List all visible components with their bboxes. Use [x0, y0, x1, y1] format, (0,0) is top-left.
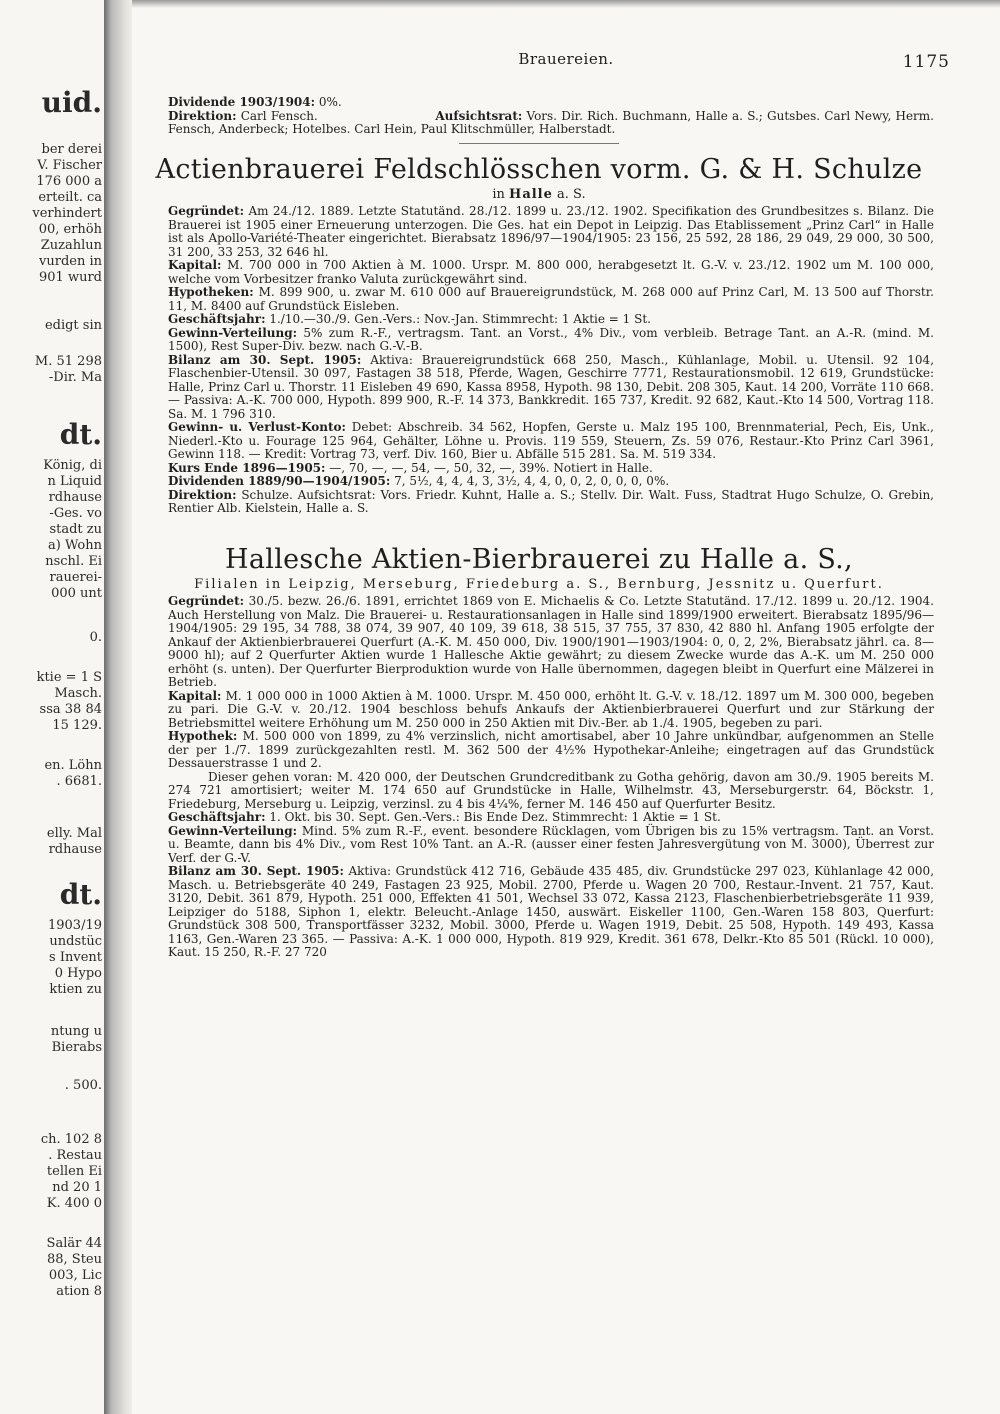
paragraph-label: Direktion: [168, 487, 237, 502]
entry-paragraph [168, 462, 934, 476]
paragraph-text: 1. Okt. bis 30. Sept. Gen.-Vers.: Bis Ende Dez. Stimmrecht: 1 Aktie = 1 St. [269, 810, 721, 824]
paragraph-label: Hypotheken: [168, 285, 254, 299]
left-page-line: verhindert [32, 206, 102, 221]
left-page-line: 0 Hypo [54, 966, 102, 981]
paragraph-text: M. 700 000 in 700 Aktien à M. 1000. Urspr. M. 800 000, herabgesetzt lt. G.-V. v. 23./12. 1902 um M. 100 000, welche vom Vorbesitzer franko Valuta zurückgewährt sind. [168, 258, 934, 286]
paragraph-label: Kurs Ende 1896—1905: [168, 460, 326, 475]
previous-entry [144, 96, 934, 137]
left-page-line: tellen Ei [46, 1164, 102, 1179]
entry-paragraph [168, 489, 934, 516]
left-page-line: uid. [41, 86, 102, 119]
left-page-line: ch. 102 8 [40, 1132, 102, 1147]
company-body [144, 595, 934, 960]
left-page-line: König, di [43, 458, 102, 473]
paragraph-text: Mind. 5% zum R.-F., event. besondere Rücklagen, vom Übrigen bis zu 15% vertragsm. Tant. an Vorst. u. Beamte, dann bis 4% Div., vom Rest 10% Tant. an A.-R. (ausser einer festen Jahresvergütung von M. 3000), Überrest zur Verf. der G.-V. [168, 823, 934, 865]
entry-paragraph [168, 421, 934, 462]
paragraph-text: Am 24./12. 1889. Letzte Statutänd. 28./12. 1899 u. 23./12. 1902. Specifikation des Grundbesitzes s. Bilanz. Die Brauerei ist 1905 einer Erneuerung unterzogen. Die Ges. hat ein Depot in Leipzig. Das Etablissement „Prinz Carl“ in Halle ist als Apollo-Variété-Theater eingerichtet. Bierabsatz 1896/97—1904/1905: 23 156, 25 592, 28 186, 29 049, 29 000, 30 500, 31 200, 33 253, 32 646 hl. [168, 204, 934, 259]
left-page-line: vurden in [39, 254, 102, 269]
left-page-line: erteilt. ca [38, 190, 102, 205]
company-title: Hallesche Aktien-Bierbrauerei zu Halle a. S., [225, 543, 853, 575]
left-page-line: ktie = 1 S [36, 670, 102, 685]
left-page-line: K. 400 0 [46, 1196, 102, 1211]
paragraph-label: Dividenden 1889/90—1904/1905: [168, 474, 391, 488]
paragraph-text: Schulze. Aufsichtsrat: Vors. Friedr. Kuhnt, Halle a. S.; Stellv. Dir. Walt. Fuss, Stadtrat Hugo Schulze, O. Grebin, Rentier Alb. Kielstein, Halle a. S. [168, 487, 935, 515]
paragraph-text: 30./5. bezw. 26./6. 1891, errichtet 1869 von E. Michaelis & Co. Letzte Statutänd. 17./12. 1899 u. 20./12. 1904. Auch Herstellung von Malz. Die Brauerei- u. Restaurationsanlagen in Halle sind 1899/1900 erweitert. Bierabsatz 1895/96—1904/1905: 29 195, 34 788, 38 074, 39 907, 40 109, 39 618, 38 515, 37 755, 37 830, 42 880 hl. Anfang 1905 erfolgte der Ankauf der Aktienbierbrauerei Querfurt (A.-K. M. 450 000, Div. 1900/1901—1903/1904: 0, 0, 2, 2%, Bierabsatz jährl. ca. 8—9000 hl); auf 2 Querfurter Aktien wurde 1 Hallesche Aktie gewährt; zu diesem Zwecke wurde das A.-K. um M. 250 000 erhöht (s. unten). Der Querfurter Bierproduktion wurde von Halle übernommen, dagegen bleibt in Querfurt eine Mälzerei in Betrieb. [168, 594, 934, 689]
left-page-line: 003, Lic [48, 1268, 102, 1283]
paragraph-text: M. 500 000 von 1899, zu 4% verzinslich, nicht amortisabel, aber 10 Jahre unkündbar, aufgenommen an Stelle der per 1./7. 1899 zurückgezahlten restl. M. 362 500 der 4½% Hypothekar-Anleihe; eingetragen auf das Grundstück Dessauerstrasse 1 und 2. [168, 729, 934, 770]
left-page-line: elly. Mal [46, 826, 102, 841]
page-number: 1175 [902, 52, 950, 72]
left-page-line: . 6681. [56, 774, 102, 789]
left-page-line: ntung u [50, 1024, 102, 1039]
left-page-line: nd 20 1 [52, 1180, 102, 1195]
paragraph-label: Kapital: [168, 258, 222, 272]
left-page-line: Masch. [54, 686, 102, 701]
left-page-line: n Liquid [47, 474, 102, 489]
left-page-line: 15 129. [52, 718, 102, 733]
paragraph-label: Gewinn-Verteilung: [168, 823, 298, 838]
left-page-line: . Restau [48, 1148, 102, 1163]
section-divider [459, 143, 619, 144]
left-page-line: edigt sin [44, 318, 102, 333]
left-page-line: V. Fischer [37, 158, 102, 173]
paragraph-label: Geschäftsjahr: [168, 810, 266, 824]
company-location [144, 188, 934, 202]
left-page-line: ber derei [41, 142, 102, 157]
company-entry-hallesche [144, 544, 934, 960]
left-page-line: 176 000 a [36, 174, 102, 189]
left-page-line: . 500. [64, 1078, 102, 1093]
direktion-label: Direktion: [168, 108, 237, 123]
dividende-label: Dividende 1903/1904: [168, 95, 316, 109]
left-page-line: 1903/19 [47, 918, 102, 933]
paragraph-label: Kapital: [168, 688, 222, 703]
entry-paragraph [168, 771, 934, 812]
left-page-line: 901 wurd [39, 270, 102, 285]
left-page-line: M. 51 298 [34, 354, 102, 369]
left-page-line: Bierabs [51, 1040, 102, 1055]
entry-paragraph [168, 354, 934, 422]
aufsichtsrat-text: Vors. Dir. Rich. Buchmann, Halle a. S.; Gutsbes. Carl Newy, Herm. Fensch, Anderbeck; Hotelbes. Carl Hein, Paul Klitschmüller, Halberstadt. [168, 108, 934, 136]
left-page-line: undstüc [49, 934, 102, 949]
location-prefix: in [492, 186, 505, 202]
company-entry-feldschloesschen [144, 154, 934, 516]
left-page-line: a) Wohn [47, 538, 102, 553]
paragraph-label: Gegründet: [168, 594, 245, 608]
left-page-line: Salär 44 [46, 1236, 102, 1251]
entry-paragraph [168, 286, 934, 313]
paragraph-text: Aktiva: Brauereigrundstück 668 250, Masch., Kühlanlage, Mobil. u. Utensil. 92 104, Flaschenbier-Utensil. 30 097, Fastagen 38 518, Pferde, Wagen, Geschirre 7771, Restaurationsmobil. 12 619, Grundstücke: Halle, Prinz Carl u. Thorstr. 11 Eisleben 49 690, Kassa 8958, Hypoth. 98 130, Debit. 208 305, Kaut. 14 200, Vorräte 110 668. — Passiva: A.-K. 700 000, Hypoth. 899 900, R.-F. 14 373, Bankkredit. 165 737, Kredit. 92 682, Kaut.-Kto 14 500, Vortrag 118. Sa. M. 1 796 310. [168, 352, 935, 421]
paragraph-text: Dieser gehen voran: M. 420 000, der Deutschen Grundcreditbank zu Gotha gehörig, davon am 30./9. 1905 bereits M. 274 721 amortisiert; weiter M. 174 650 auf Grundstücke in Halle, Wilhelmstr. 43, Merseburgerstr. 64, Böckstr. 1, Friedeburg, Merseburg u. Leipzig, verzinsl. zu 4 bis 4¼%, ferner M. 146 450 auf Querfurter Besitz. [168, 769, 934, 811]
entry-paragraph [168, 313, 934, 327]
gutter-shadow [104, 0, 134, 1414]
paragraph-label: Hypothek: [168, 729, 238, 743]
left-page-line: -Dir. Ma [48, 370, 102, 385]
dividende-text: 0%. [318, 95, 342, 109]
entry-paragraph [168, 475, 934, 489]
left-page-line: s Invent [49, 950, 102, 965]
left-page-line: 00, erhöh [38, 222, 102, 237]
left-page-line: Zuzahlun [40, 238, 102, 253]
location-suffix: a. S. [557, 186, 586, 202]
paragraph-label: Gewinn-Verteilung: [168, 325, 298, 340]
entry-paragraph [168, 595, 934, 690]
left-page-line: ation 8 [56, 1284, 102, 1299]
left-page-line: dt. [59, 878, 102, 911]
paragraph-label: Geschäftsjahr: [168, 312, 266, 326]
company-title: Actienbrauerei Feldschlösschen vorm. G. & H. Schulze [155, 153, 923, 185]
direktion-text: Carl Fensch. [240, 108, 318, 123]
paragraph-text: Aktiva: Grundstück 412 716, Gebäude 435 485, div. Grundstücke 297 023, Kühlanlage 42 000, Masch. u. Betriebsgeräte 40 249, Fastagen 23 925, Mobil. 2700, Pferde u. Wagen 20 700, Restaur.-Invent. 21 757, Kaut. 3120, Debit. 361 879, Hypoth. 251 000, Effekten 41 501, Wechsel 33 072, Kassa 2123, Flaschenbierbetriebsgeräte 11 939, Leipziger do 5188, Siphon 1, elektr. Beleucht.-Anlage 1450, auswärt. Eiskeller 1100, Gen.-Waren 158 803, Querfurt: Grundstück 308 500, Transportfässer 3232, Mobil. 3000, Pferde u. Wagen 1919, Debit. 25 508, Hypoth. 149 493, Kassa 1163, Gen.-Waren 23 365. — Passiva: A.-K. 1 000 000, Hypoth. 819 929, Kredit. 361 678, Delkr.-Kto 85 501 (Rückl. 10 000), Kaut. 15 250, R.-F. 27 720 [168, 864, 935, 959]
left-page-line: nschl. Ei [45, 554, 102, 569]
left-page-line: rauerei- [49, 570, 102, 585]
left-page-line: ssa 38 84 [39, 702, 102, 717]
left-page-line: dt. [59, 418, 102, 451]
left-page-line: 88, Steu [46, 1252, 102, 1267]
paragraph-text: Debet: Abschreib. 34 562, Hopfen, Gerste u. Malz 195 100, Brennmaterial, Pech, Eis, Unk., Niederl.-Kto u. Fourage 125 964, Gehälter, Löhne u. Provis. 119 559, Steuern, Zs. 59 076, Restaur.-Kto Prinz Carl 3961, Gewinn 118. — Kredit: Vortrag 73, verf. Div. 160, Bier u. Abfälle 515 281. Sa. M. 519 334. [168, 420, 934, 461]
location-city: Halle [509, 186, 553, 202]
page-content [144, 96, 934, 960]
entry-paragraph [168, 825, 934, 866]
paragraph-text: 1./10.—30./9. Gen.-Vers.: Nov.-Jan. Stimmrecht: 1 Aktie = 1 St. [269, 312, 651, 326]
left-facing-page [0, 0, 110, 1414]
entry-paragraph [168, 730, 934, 771]
entry-paragraph [168, 811, 934, 825]
paragraph-text: M. 899 900, u. zwar M. 610 000 auf Brauereigrundstück, M. 268 000 auf Prinz Carl, M. 13 500 auf Thorstr. 11, M. 8400 auf Grundstück Eisleben. [168, 285, 934, 313]
entry-paragraph [168, 205, 934, 259]
running-head: Brauereien. [518, 50, 614, 68]
left-page-line: en. Löhn [44, 758, 102, 773]
aufsichtsrat-label: Aufsichtsrat: [435, 108, 523, 123]
paragraph-label: Bilanz am 30. Sept. 1905: [168, 864, 344, 878]
entry-paragraph [168, 259, 934, 286]
left-page-line: 000 unt [51, 586, 102, 601]
entry-paragraph [168, 865, 934, 960]
paragraph-label: Bilanz am 30. Sept. 1905: [168, 352, 362, 367]
company-branches: Filialen in Leipzig, Merseburg, Friedeburg a. S., Bernburg, Jessnitz u. Querfurt. [194, 576, 884, 592]
paragraph-text: M. 1 000 000 in 1000 Aktien à M. 1000. Urspr. M. 450 000, erhöht lt. G.-V. v. 18./12. 1897 um M. 300 000, begeben zu pari. Die G.-V. v. 20./12. 1904 beschloss behufs Ankaufs der Aktienbierbrauerei Querfurt und zur Stärkung der Betriebsmittel weitere Erhöhung um M. 250 000 in 250 Aktien mit Div.-Ber. ab 1./4. 1905, begeben zu pari. [168, 688, 934, 730]
company-body [144, 205, 934, 516]
paragraph-label: Gegründet: [168, 204, 245, 218]
scan-edge-shadow [132, 0, 1000, 8]
left-page-line: -Ges. vo [49, 506, 102, 521]
left-page-line: stadt zu [49, 522, 102, 537]
left-page-line: ktien zu [49, 982, 102, 997]
paragraph-text: 7, 5½, 4, 4, 4, 3, 3½, 4, 4, 0, 0, 2, 0, 0, 0, 0%. [394, 474, 670, 488]
page [132, 0, 1000, 1414]
entry-paragraph [168, 690, 934, 731]
left-page-line: rdhause [48, 490, 102, 505]
left-page-line: rdhause [48, 842, 102, 857]
paragraph-text: —, 70, —, —, 54, —, 50, 32, —, 39%. Notiert in Halle. [329, 460, 653, 475]
entry-paragraph [168, 327, 934, 354]
paragraph-label: Gewinn- u. Verlust-Konto: [168, 420, 346, 434]
paragraph-text: 5% zum R.-F., vertragsm. Tant. an Vorst., 4% Div., vom verbleib. Betrage Tant. an A.-R. (mind. M. 1500), Rest Super-Div. bezw. nach G.-V.-B. [168, 325, 934, 353]
left-page-line: 0. [89, 630, 102, 645]
